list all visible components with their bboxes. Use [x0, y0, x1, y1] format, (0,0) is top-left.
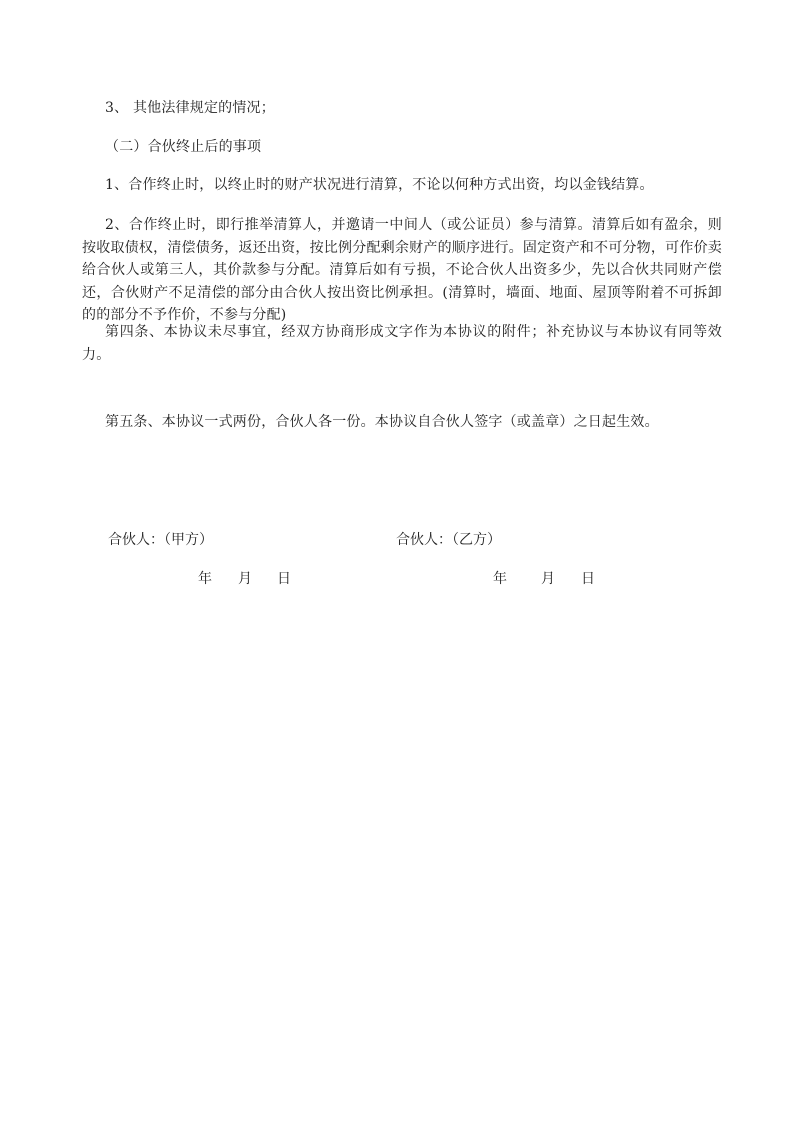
signature-party-a: 合伙人：（甲方）	[108, 532, 213, 548]
signature-party-b: 合伙人：（乙方）	[396, 532, 501, 548]
date-day-label: 日	[581, 571, 595, 587]
date-month-label: 月	[238, 571, 252, 587]
clause-item-2: 2、合作终止时，即行推举清算人，并邀请一中间人（或公证员）参与清算。清算后如有盈余，则按收取债权，清偿债务，返还出资，按比例分配剩余财产的顺序进行。固定资产和不可分物，可作价卖给合伙人或第三人，其价款参与分配。清算后如有亏损，不论合伙人出资多少，先以合伙共同财产偿还，合伙财产不足清偿的部分由合伙人按出资比例承担。(清算时，墙面、地面、屋顶等附着不可拆卸的的部分不予作价，不参与分配)	[82, 217, 722, 323]
date-day-label: 日	[277, 571, 291, 587]
section-heading-after-termination: （二）合伙终止后的事项	[105, 139, 262, 155]
clause-item-1: 1、合作终止时，以终止时的财产状况进行清算，不论以何种方式出资，均以金钱结算。	[105, 177, 654, 193]
date-month-label: 月	[541, 571, 555, 587]
article-five: 第五条、本协议一式两份，合伙人各一份。本协议自合伙人签字（或盖章）之日起生效。	[105, 414, 659, 430]
date-year-label: 年	[493, 571, 507, 587]
clause-item-3: 3、 其他法律规定的情况；	[105, 100, 275, 116]
article-four: 第四条、本协议未尽事宜，经双方协商形成文字作为本协议的附件；补充协议与本协议有同等效力。	[82, 324, 722, 363]
date-year-label: 年	[198, 571, 212, 587]
